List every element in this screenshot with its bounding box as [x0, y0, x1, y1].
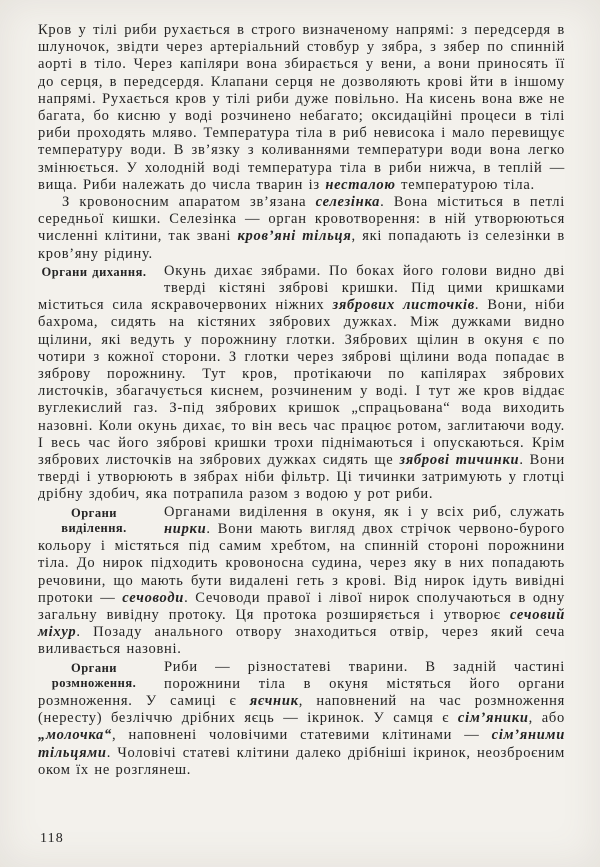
emphasized-term: яєчник	[249, 692, 299, 709]
text-run: Кров у тілі риби рухається в строго визначеному напрямі: з передсердя в шлуночок, звідти через артеріальний стовбур у зябра, з зябер по спинній аорті в тіло. Через капіляри вона збирається у вени, а вони приносять її до серця, в передсердя. Клапани серця не дозволяють крові йти в іншому напрямі. Рухається кров у тілі риби дуже повільно. На кисень вона вже не багата, бо кисню у воді розчинено небагато; оксидаційні процеси в тілі риби проходять мляво. Температура тіла в риб невисока і мало перевищує температуру води. В зв’язку з коливаннями температури води вона легко змінюється. У холодній воді температура тіла в риби нижча, в теплій — вища. Риби належать до числа тварин із	[38, 22, 565, 193]
emphasized-term: несталою	[325, 176, 396, 193]
emphasized-term: нирки	[164, 520, 207, 537]
text-run: , або	[528, 710, 565, 727]
text-run: . Позаду анального отвору знаходиться отвір, через який сеча виливається назовні.	[38, 624, 565, 658]
para-blood-circulation	[38, 22, 565, 194]
margin-heading: Органи виділення.	[61, 505, 127, 535]
para-spleen	[38, 194, 565, 263]
emphasized-term: кров’яні тільця	[237, 228, 352, 245]
emphasized-term: зябрових листочків	[332, 297, 475, 314]
text-run: Органами виділення в окуня, як і у всіх риб, служать	[164, 503, 565, 520]
section-reproduction	[38, 659, 565, 779]
text-run: Риби — різностатеві тварини. В задній частині порожнини тіла в окуня містяться його органи розмноження. У самиці є	[38, 658, 565, 709]
text-run: . Сечоводи правої і лівої нирок сполучаються в одну загальну вивідну протоку. Ця протока розширяється і утворює	[38, 589, 565, 623]
emphasized-term: сім’яними тільцями	[38, 727, 565, 761]
text-run: . Вони мають вигляд двох стрічок червоно-бурого кольору і містяться під самим хребтом, на спинній стороні порожнини тіла. До нирок підходить кровоносна судина, через яку в них попадають речовини, що мають бути видалені геть з крові. Від нирок ідуть вивідні протоки —	[38, 520, 565, 606]
text-run: Окунь дихає зябрами. По боках його голови видно дві тверді кістяні зяброві кришки. Під цими кришками міститься сила яскравочервоних ніжних	[38, 262, 565, 314]
text-run: . Вони тверді і утворюють в зябрах ніби фільтр. Ці тичинки затримують у глотці дрібну здобич, яка потрапила разом з водою у рот риби.	[38, 452, 565, 503]
text-run: температурою тіла.	[395, 176, 535, 193]
margin-heading: Органи дихання.	[41, 264, 147, 279]
text-run: . Вони, ніби бахрома, сидять на кістяних зябрових дужках. Між дужками видно щілини, які ведуть у порожнину глотки. Зябрових щілин в окуня є по чотири з кожної сторони. З глотки через зяброві щілини вода попадає в зяброву порожнину. Тут кров, протікаючи по капілярах зябрових листочків, збагачується киснем, розчиненим у воді. І тут же кров віддає вуглекислий газ. З-під зябрових кришок „спрацьована“ вода виходить назовні. Коли окунь дихає, то він весь час працює ротом, заглитаючи воду. І весь час його зяброві кришки трохи піднімаються і опускаються. Крім зябрових листочків на зябрових дужках сидять ще	[38, 297, 565, 469]
emphasized-term: зяброві тичинки	[399, 452, 520, 469]
emphasized-term: селезінка	[315, 194, 381, 211]
margin-heading: Органи розмноження.	[51, 660, 137, 690]
page-number: 118	[40, 831, 64, 846]
text-run: , які попадають із селезінки в кров’яну рідину.	[38, 228, 565, 262]
emphasized-term: сечовий міхур	[38, 606, 565, 641]
text-run: , наповнені чоловічими статевими клітинами —	[112, 727, 492, 744]
emphasized-term: сечоводи	[122, 589, 185, 606]
emphasized-term: „молочка“	[38, 727, 113, 744]
text-run: . Чоловічі статеві клітини далеко дрібніші ікринок, неозброєним оком їх не розглянеш.	[38, 744, 565, 778]
section-excretion	[38, 504, 565, 659]
section-respiration	[38, 263, 565, 504]
text-run: , наповнений на час розмноження (нересту) безліччю дрібних яєць — ікринок. У самця є	[38, 692, 565, 727]
text-run: З кровоносним апаратом зв’язана	[62, 194, 316, 211]
page-text	[38, 22, 565, 779]
text-run: . Вона міститься в петлі середньої кишки. Селезінка — орган кровотворення: в ній утворюються численні клітини, так звані	[38, 194, 565, 245]
emphasized-term: сім’яники	[457, 710, 529, 727]
